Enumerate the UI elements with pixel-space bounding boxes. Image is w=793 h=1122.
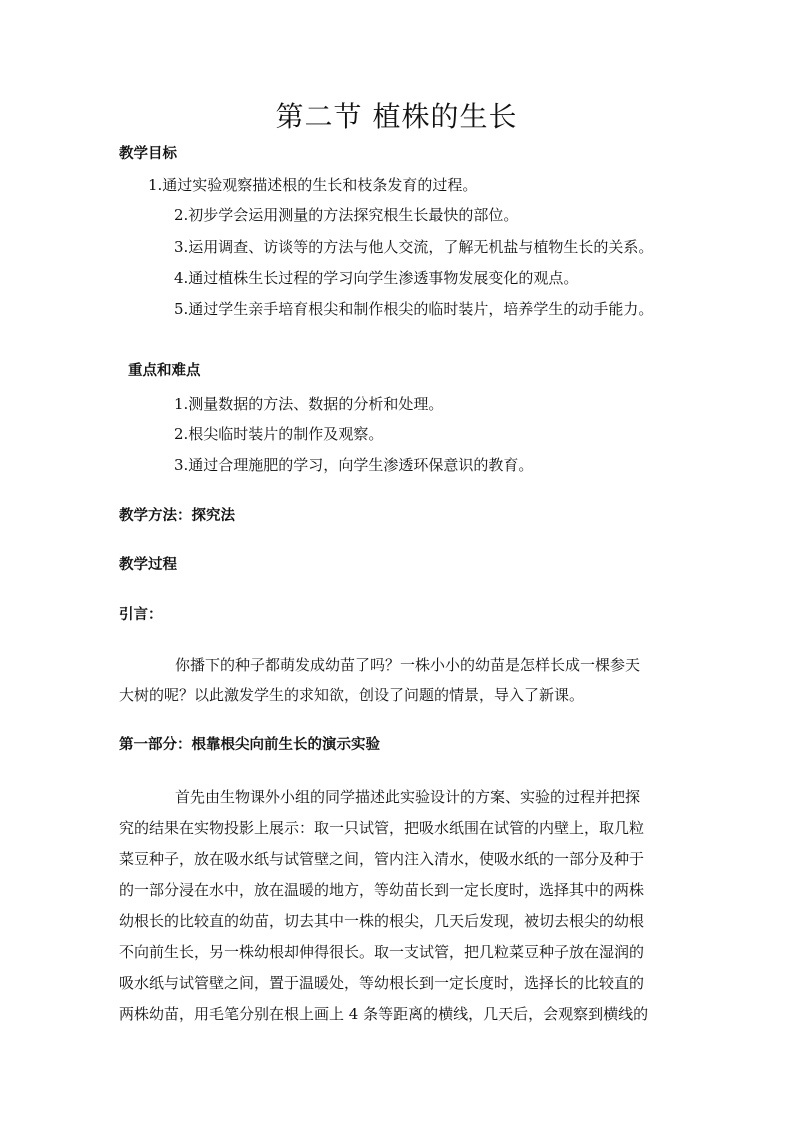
key-point-item: 3.通过合理施肥的学习，向学生渗透环保意识的教育。: [174, 456, 534, 474]
part1-line: 菜豆种子，放在吸水纸与试管壁之间，管内注入清水，使吸水纸的一部分及种于: [119, 850, 645, 868]
goal-item: 2.初步学会运用测量的方法探究根生长最快的部位。: [174, 206, 519, 224]
intro-heading: 引言：: [119, 607, 163, 623]
key-point-item: 1.测量数据的方法、数据的分析和处理。: [174, 395, 444, 413]
process-heading: 教学过程: [119, 557, 177, 573]
part1-line: 吸水纸与试管壁之间，置于温暖处，等幼根长到一定长度时，选择长的比较直的: [119, 974, 645, 992]
intro-line: 大树的呢？以此激发学生的求知欲，创设了问题的情景，导入了新课。: [119, 686, 585, 704]
key-point-item: 2.根尖临时装片的制作及观察。: [174, 425, 384, 443]
goals-heading: 教学目标: [119, 146, 177, 162]
intro-line: 你播下的种子都萌发成幼苗了吗？一株小小的幼苗是怎样长成一棵参天: [175, 656, 641, 674]
goal-item: 5.通过学生亲手培育根尖和制作根尖的临时装片，培养学生的动手能力。: [174, 300, 654, 318]
page-title: 第二节 植株的生长: [275, 100, 518, 133]
key-points-heading: 重点和难点: [128, 363, 201, 379]
goal-item: 3.运用调查、访谈等的方法与他人交流，了解无机盐与植物生长的关系。: [174, 238, 654, 256]
part1-line: 的一部分浸在水中，放在温暖的地方，等幼苗长到一定长度时，选择其中的两株: [119, 881, 645, 899]
part1-line: 究的结果在实物投影上展示：取一只试管，把吸水纸围在试管的内壁上，取几粒: [119, 819, 645, 837]
part1-heading: 第一部分：根靠根尖向前生长的演示实验: [119, 737, 380, 753]
part1-line: 幼根长的比较直的幼苗，切去其中一株的根尖，几天后发现，被切去根尖的幼根: [119, 912, 645, 930]
goal-item: 1.通过实验观察描述根的生长和枝条发育的过程。: [148, 176, 478, 194]
part1-line: 首先由生物课外小组的同学描述此实验设计的方案、实验的过程并把探: [175, 788, 641, 806]
part1-line: 不向前生长，另一株幼根却伸得很长。取一支试管，把几粒菜豆种子放在湿润的: [119, 943, 645, 961]
goal-item: 4.通过植株生长过程的学习向学生渗透事物发展变化的观点。: [174, 269, 579, 287]
part1-line: 两株幼苗，用毛笔分别在根上画上 4 条等距离的横线，几天后，会观察到横线的: [119, 1005, 649, 1023]
method-heading: 教学方法：探究法: [119, 508, 235, 524]
